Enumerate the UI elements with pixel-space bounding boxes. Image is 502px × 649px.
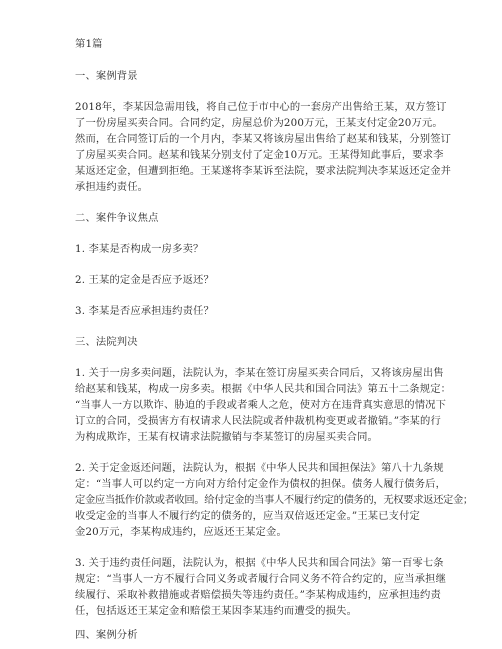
paragraph-line: 续履行、采取补救措施或者赔偿损失等违约责任。”李某构成违约，应承担违约责 [75,589,441,601]
dispute-item: 1. 李某是否构成一房多卖？ [75,243,204,255]
page-label: 第1篇 [75,38,103,50]
paragraph-line: 为构成欺诈，王某有权请求法院撤销与李某签订的房屋买卖合同。 [75,431,378,443]
paragraph-line: 收受定金的当事人不履行约定的债务的，应当双倍返还定金。”王某已支付定 [75,510,421,522]
dispute-item: 3. 李某是否应承担违约责任？ [75,305,214,317]
dispute-item: 2. 王某的定金是否应予返还？ [75,274,214,286]
paragraph-line: 定金应当抵作价款或者收回。给付定金的当事人不履行约定的债务的，无权要求返还定金； [75,494,473,506]
paragraph-line: 订立的合同，受损害方有权请求人民法院或者仲裁机构变更或者撤销。”李某的行 [75,415,441,427]
paragraph-line: 了一份房屋买卖合同。合同约定，房屋总价为200万元，王某支付定金20万元。 [75,117,443,129]
paragraph-line: 金20万元，李某构成违约，应返还王某定金。 [75,526,287,538]
paragraph-line: 规定：“当事人一方不履行合同义务或者履行合同义务不符合约定的，应当承担继 [75,573,447,585]
paragraph-line: 定：“当事人可以约定一方向对方给付定金作为债权的担保。债务人履行债务后， [75,478,447,490]
paragraph-line: 了房屋买卖合同。赵某和钱某分别支付了定金10万元。王某得知此事后，要求李 [75,149,444,161]
section-heading-disputes: 二、案件争议焦点 [75,212,159,224]
paragraph-line: 给赵某和钱某，构成一房多卖。根据《中华人民共和国合同法》第五十二条规定： [75,383,452,395]
paragraph-line: 1. 关于一房多卖问题，法院认为，李某在签订房屋买卖合同后，又将该房屋出售 [75,367,444,379]
paragraph-line: “当事人一方以欺诈、胁迫的手段或者乘人之危，使对方在违背真实意思的情况下 [75,399,447,411]
paragraph-line: 然而，在合同签订后的一个月内，李某又将该房屋出售给了赵某和钱某，分别签订 [75,133,452,145]
section-heading-background: 一、案例背景 [75,70,138,82]
paragraph-line: 承担违约责任。 [75,181,149,193]
section-heading-judgment: 三、法院判决 [75,336,138,348]
paragraph-line: 2018年，李某因急需用钱，将自己位于市中心的一套房产出售给王某，双方签订 [75,101,447,113]
section-heading-analysis: 四、案例分析 [75,629,138,641]
paragraph-line: 某返还定金，但遭到拒绝。王某遂将李某诉至法院，要求法院判决李某返还定金并 [75,165,452,177]
paragraph-line: 任，包括返还王某定金和赔偿王某因李某违约而遭受的损失。 [75,605,358,617]
paragraph-line: 2. 关于定金返还问题，法院认为，根据《中华人民共和国担保法》第八十九条规 [75,462,444,474]
paragraph-line: 3. 关于违约责任问题，法院认为，根据《中华人民共和国合同法》第一百零七条 [75,557,444,569]
